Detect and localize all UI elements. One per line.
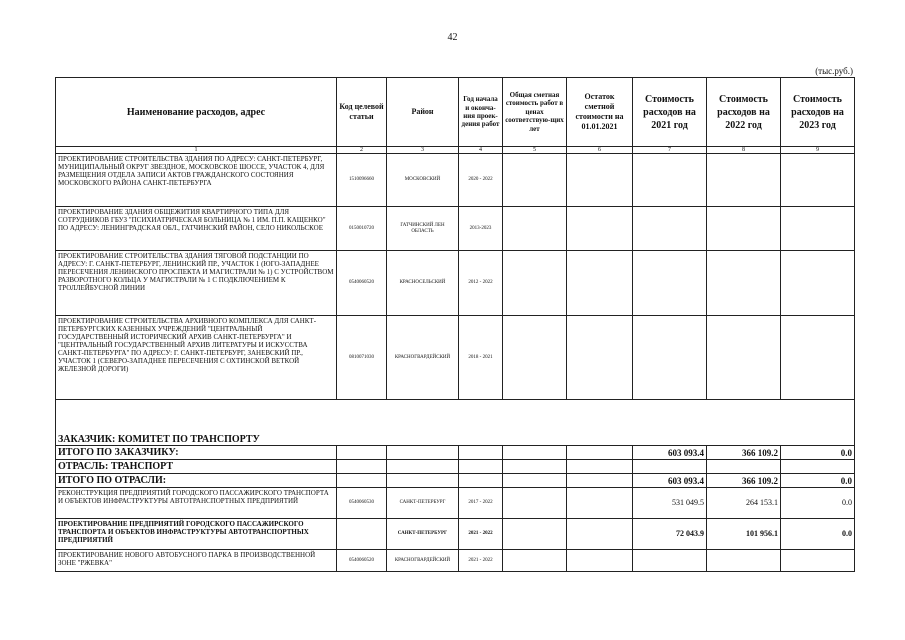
total-branch-row — [56, 474, 855, 488]
customer-label: ЗАКАЗЧИК: КОМИТЕТ ПО ТРАНСПОРТУ — [56, 434, 855, 446]
total-branch-2022: 366 109.2 — [707, 474, 781, 488]
expenses-table — [55, 77, 855, 572]
row-2023 — [781, 550, 855, 572]
units-label: (тыс.руб.) — [815, 66, 853, 76]
total-branch-2023: 0.0 — [781, 474, 855, 488]
row-2023: 0.0 — [781, 488, 855, 519]
col-number: 1 — [56, 147, 337, 154]
col-number: 4 — [459, 147, 503, 154]
branch-row — [56, 460, 855, 474]
col-number: 2 — [337, 147, 387, 154]
header-2021: Стоимость расходов на 2021 год — [633, 78, 707, 147]
row-2022: 101 956.1 — [707, 519, 781, 550]
total-customer-row — [56, 446, 855, 460]
row-years: 2013-2023 — [459, 207, 503, 251]
row-2022: 264 153.1 — [707, 488, 781, 519]
header-district: Район — [387, 78, 459, 147]
row-code: 1510096660 — [337, 154, 387, 207]
row-district: МОСКОВСКИЙ — [387, 154, 459, 207]
row-code — [337, 519, 387, 550]
row-name: ПРОЕКТИРОВАНИЕ СТРОИТЕЛЬСТВА ЗДАНИЯ ТЯГОВОЙ ПОДСТАНЦИИ ПО АДРЕСУ: Г. САНКТ-ПЕТЕРБУРГ, ЛЕНИНСКИЙ ПР., УЧАСТОК 1 (ЮГО-ЗАПАДНЕЕ ПЕРЕСЕЧЕНИЯ ЛЕНИНСКОГО ПРОСПЕКТА И МАГИСТРАЛИ № 1) С УСТРОЙСТВОМ РАЗВОРОТНОГО КОЛЬЦА У МАГИСТРАЛИ № 1 С ПОДКЛЮЧЕНИЕМ К ТРОЛЛЕЙБУСНОЙ ЛИНИИ — [56, 251, 337, 316]
table-row — [56, 154, 855, 207]
row-district: КРАСНОСЕЛЬСКИЙ — [387, 251, 459, 316]
total-customer-label: ИТОГО ПО ЗАКАЗЧИКУ: — [56, 446, 337, 460]
row-district: ГАТЧИНСКИЙ ЛЕН ОБЛАСТЬ — [387, 207, 459, 251]
header-remaining: Остаток сметной стоимости на 01.01.2021 — [567, 78, 633, 147]
row-years: 2018 - 2021 — [459, 316, 503, 400]
table-row — [56, 316, 855, 400]
table-row — [56, 488, 855, 519]
row-name: ПРОЕКТИРОВАНИЕ ПРЕДПРИЯТИЙ ГОРОДСКОГО ПАССАЖИРСКОГО ТРАНСПОРТА И ОБЪЕКТОВ ИНФРАСТРУКТУРЫ АВТОТРАНСПОРТНЫХ ПРЕДПРИЯТИЙ — [56, 519, 337, 550]
row-years: 2020 - 2022 — [459, 154, 503, 207]
row-code: 0810071030 — [337, 316, 387, 400]
row-2021: 72 043.9 — [633, 519, 707, 550]
total-branch-2021: 603 093.4 — [633, 474, 707, 488]
total-customer-2021: 603 093.4 — [633, 446, 707, 460]
col-number: 9 — [781, 147, 855, 154]
row-name: ПРОЕКТИРОВАНИЕ СТРОИТЕЛЬСТВА АРХИВНОГО КОМПЛЕКСА ДЛЯ САНКТ-ПЕТЕРБУРГСКИХ КАЗЕННЫХ УЧРЕЖДЕНИЙ "ЦЕНТРАЛЬНЫЙ ГОСУДАРСТВЕННЫЙ ИСТОРИЧЕСКИЙ АРХИВ САНКТ-ПЕТЕРБУРГА" И "ЦЕНТРАЛЬНЫЙ ГОСУДАРСТВЕННЫЙ АРХИВ ЛИТЕРАТУРЫ И ИСКУССТВА САНКТ-ПЕТЕРБУРГА" ПО АДРЕСУ: Г. САНКТ-ПЕТЕРБУРГ, ЗАНЕВСКИЙ ПР., УЧАСТОК 1 (СЕВЕРО-ЗАПАДНЕЕ ПЕРЕСЕЧЕНИЯ С ОХТИНСКОЙ ВЕТКОЙ ЖЕЛЕЗНОЙ ДОРОГИ) — [56, 316, 337, 400]
col-number: 5 — [503, 147, 567, 154]
customer-row — [56, 434, 855, 446]
col-number: 3 — [387, 147, 459, 154]
row-name: ПРОЕКТИРОВАНИЕ ЗДАНИЯ ОБЩЕЖИТИЯ КВАРТИРНОГО ТИПА ДЛЯ СОТРУДНИКОВ ГБУЗ "ПСИХИАТРИЧЕСКАЯ БОЛЬНИЦА № 1 ИМ. П.П. КАЩЕНКО" ПО АДРЕСУ: ЛЕНИНГРАДСКАЯ ОБЛ., ГАТЧИНСКИЙ РАЙОН, СЕЛО НИКОЛЬСКОЕ — [56, 207, 337, 251]
row-code: 0540060530 — [337, 488, 387, 519]
row-code: 0540060520 — [337, 251, 387, 316]
branch-label: ОТРАСЛЬ: ТРАНСПОРТ — [56, 460, 337, 474]
row-district: КРАСНОГВАРДЕЙСКИЙ — [387, 550, 459, 572]
header-row — [56, 78, 855, 147]
row-2021 — [633, 550, 707, 572]
column-numbers-row — [56, 147, 855, 154]
col-number: 8 — [707, 147, 781, 154]
row-district: САНКТ-ПЕТЕРБУРГ — [387, 488, 459, 519]
header-cost: Общая сметная стоимость работ в ценах соответствую-щих лет — [503, 78, 567, 147]
row-name: ПРОЕКТИРОВАНИЕ СТРОИТЕЛЬСТВА ЗДАНИЯ ПО АДРЕСУ: САНКТ-ПЕТЕРБУРГ, МУНИЦИПАЛЬНЫЙ ОКРУГ ЗВЕЗДНОЕ, МОСКОВСКОЕ ШОССЕ, УЧАСТОК 4, ДЛЯ РАЗМЕЩЕНИЯ ОТДЕЛА ЗАПИСИ АКТОВ ГРАЖДАНСКОГО СОСТОЯНИЯ МОСКОВСКОГО РАЙОНА САНКТ-ПЕТЕРБУРГА — [56, 154, 337, 207]
row-name: РЕКОНСТРУКЦИЯ ПРЕДПРИЯТИЙ ГОРОДСКОГО ПАССАЖИРСКОГО ТРАНСПОРТА И ОБЪЕКТОВ ИНФРАСТРУКТУРЫ АВТОТРАНСПОРТНЫХ ПРЕДПРИЯТИЙ — [56, 488, 337, 519]
row-2021: 531 049.5 — [633, 488, 707, 519]
row-years: 2017 - 2022 — [459, 488, 503, 519]
row-code: 0540060520 — [337, 550, 387, 572]
total-branch-label: ИТОГО ПО ОТРАСЛИ: — [56, 474, 337, 488]
row-2022 — [707, 550, 781, 572]
table-row — [56, 550, 855, 572]
row-years: 2021 - 2022 — [459, 519, 503, 550]
total-customer-2022: 366 109.2 — [707, 446, 781, 460]
header-2023: Стоимость расходов на 2023 год — [781, 78, 855, 147]
row-district: КРАСНОГВАРДЕЙСКИЙ — [387, 316, 459, 400]
table-row — [56, 251, 855, 316]
header-code: Код целевой статьи — [337, 78, 387, 147]
col-number: 6 — [567, 147, 633, 154]
row-code: 0150010720 — [337, 207, 387, 251]
col-number: 7 — [633, 147, 707, 154]
spacer-row — [56, 400, 855, 435]
header-years: Год начала и оконча-ния проек-дения работ — [459, 78, 503, 147]
table-row — [56, 519, 855, 550]
header-name: Наименование расходов, адрес — [56, 78, 337, 147]
table-row — [56, 207, 855, 251]
total-customer-2023: 0.0 — [781, 446, 855, 460]
row-district: САНКТ-ПЕТЕРБУРГ — [387, 519, 459, 550]
header-2022: Стоимость расходов на 2022 год — [707, 78, 781, 147]
row-name: ПРОЕКТИРОВАНИЕ НОВОГО АВТОБУСНОГО ПАРКА В ПРОИЗВОДСТВЕННОЙ ЗОНЕ "РЖЕВКА" — [56, 550, 337, 572]
page-number: 42 — [447, 32, 458, 43]
row-years: 2012 - 2022 — [459, 251, 503, 316]
row-2023: 0.0 — [781, 519, 855, 550]
row-years: 2021 - 2022 — [459, 550, 503, 572]
